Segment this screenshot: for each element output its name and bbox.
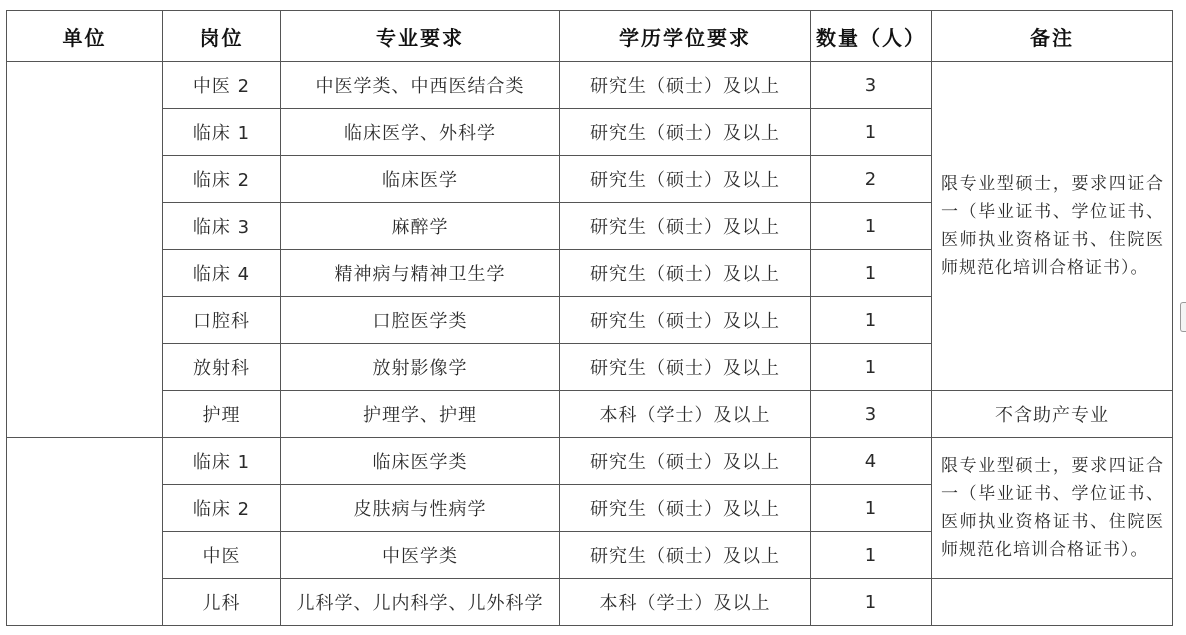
- count-cell: 2: [811, 156, 932, 203]
- degree-cell: 研究生（硕士）及以上: [560, 344, 811, 391]
- position-cell: 临床 3: [163, 203, 281, 250]
- major-cell: 口腔医学类: [281, 297, 560, 344]
- remark-cell-pediatrics: [932, 579, 1173, 626]
- count-cell: 1: [811, 109, 932, 156]
- position-cell: 放射科: [163, 344, 281, 391]
- major-cell: 精神病与精神卫生学: [281, 250, 560, 297]
- table-row: [7, 62, 1173, 109]
- position-cell: 临床 2: [163, 156, 281, 203]
- header-row: [7, 11, 1173, 62]
- count-cell: 1: [811, 579, 932, 626]
- header-unit: 单位: [7, 11, 163, 62]
- count-cell: 1: [811, 297, 932, 344]
- count-cell: 1: [811, 250, 932, 297]
- count-cell: 3: [811, 62, 932, 109]
- major-cell: 临床医学、外科学: [281, 109, 560, 156]
- position-cell: 临床 1: [163, 438, 281, 485]
- position-cell: 临床 4: [163, 250, 281, 297]
- degree-cell: 本科（学士）及以上: [560, 579, 811, 626]
- degree-cell: 研究生（硕士）及以上: [560, 109, 811, 156]
- position-cell: 中医 2: [163, 62, 281, 109]
- unit-cell-group1: [7, 62, 163, 438]
- major-cell: 儿科学、儿内科学、儿外科学: [281, 579, 560, 626]
- header-position: 岗位: [163, 11, 281, 62]
- position-cell: 临床 2: [163, 485, 281, 532]
- position-cell: 儿科: [163, 579, 281, 626]
- remark-cell-master-group1: 限专业型硕士，要求四证合一（毕业证书、学位证书、医师执业资格证书、住院医师规范化培训合格证书）。: [932, 62, 1173, 391]
- count-cell: 1: [811, 344, 932, 391]
- table-header: [7, 11, 1173, 62]
- position-cell: 护理: [163, 391, 281, 438]
- major-cell: 中医学类: [281, 532, 560, 579]
- degree-cell: 研究生（硕士）及以上: [560, 62, 811, 109]
- remark-cell-master-group2: 限专业型硕士，要求四证合一（毕业证书、学位证书、医师执业资格证书、住院医师规范化培训合格证书）。: [932, 438, 1173, 579]
- major-cell: 临床医学类: [281, 438, 560, 485]
- position-cell: 口腔科: [163, 297, 281, 344]
- degree-cell: 研究生（硕士）及以上: [560, 532, 811, 579]
- degree-cell: 研究生（硕士）及以上: [560, 250, 811, 297]
- degree-cell: 研究生（硕士）及以上: [560, 156, 811, 203]
- major-cell: 中医学类、中西医结合类: [281, 62, 560, 109]
- major-cell: 皮肤病与性病学: [281, 485, 560, 532]
- header-remark: 备注: [932, 11, 1173, 62]
- degree-cell: 本科（学士）及以上: [560, 391, 811, 438]
- degree-cell: 研究生（硕士）及以上: [560, 438, 811, 485]
- degree-cell: 研究生（硕士）及以上: [560, 485, 811, 532]
- recruitment-table: [6, 10, 1173, 626]
- unit-cell-group2: [7, 438, 163, 626]
- remark-cell-nursing: 不含助产专业: [932, 391, 1173, 438]
- major-cell: 护理学、护理: [281, 391, 560, 438]
- table-row: [7, 438, 1173, 485]
- header-degree: 学历学位要求: [560, 11, 811, 62]
- header-count: 数量（人）: [811, 11, 932, 62]
- major-cell: 麻醉学: [281, 203, 560, 250]
- major-cell: 放射影像学: [281, 344, 560, 391]
- side-scroll-handle[interactable]: [1180, 302, 1186, 332]
- table-row: [7, 391, 1173, 438]
- degree-cell: 研究生（硕士）及以上: [560, 203, 811, 250]
- major-cell: 临床医学: [281, 156, 560, 203]
- degree-cell: 研究生（硕士）及以上: [560, 297, 811, 344]
- count-cell: 1: [811, 203, 932, 250]
- position-cell: 中医: [163, 532, 281, 579]
- table-body: [7, 62, 1173, 626]
- count-cell: 1: [811, 485, 932, 532]
- count-cell: 1: [811, 532, 932, 579]
- count-cell: 3: [811, 391, 932, 438]
- table-row: [7, 579, 1173, 626]
- count-cell: 4: [811, 438, 932, 485]
- header-major: 专业要求: [281, 11, 560, 62]
- position-cell: 临床 1: [163, 109, 281, 156]
